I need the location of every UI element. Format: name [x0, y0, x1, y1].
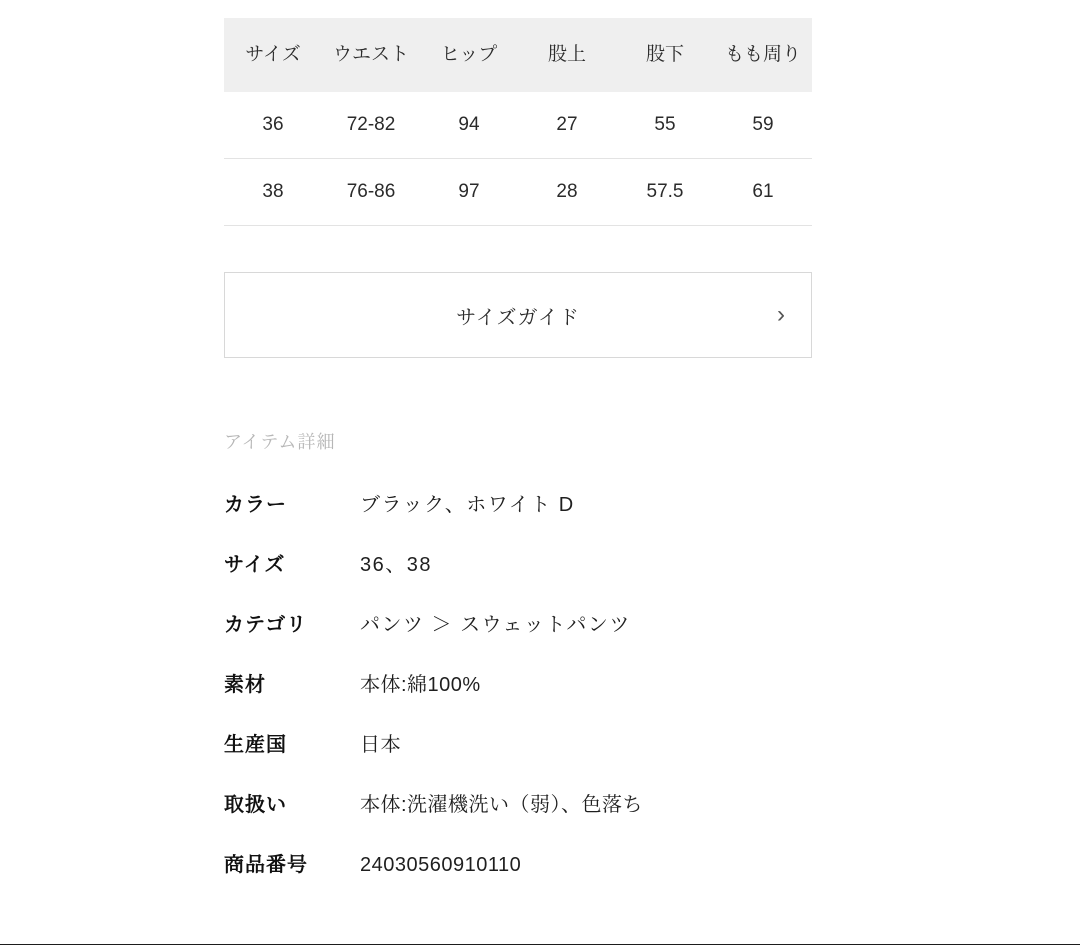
list-item [224, 848, 1044, 877]
size-table-body [224, 92, 812, 226]
detail-value: 本体:綿100% [360, 674, 481, 696]
list-item [224, 788, 1044, 817]
list-item [224, 728, 1044, 757]
detail-value: パンツ ＞ スウェットパンツ [360, 614, 631, 636]
detail-key: 生産国 [224, 734, 287, 756]
detail-value: 24030560910110 [360, 854, 522, 876]
size-table-cell: 97 [420, 159, 518, 226]
item-detail-list [224, 488, 1044, 908]
size-table-head [224, 18, 812, 92]
size-table-header-cell: サイズ [224, 18, 322, 92]
size-table-header-cell: ヒップ [420, 18, 518, 92]
size-table-header-cell: ウエスト [322, 18, 420, 92]
detail-key: 商品番号 [224, 854, 308, 876]
size-table-cell: 61 [714, 159, 812, 226]
list-item [224, 608, 1044, 637]
table-row [224, 159, 812, 226]
detail-value: 日本 [360, 734, 401, 756]
list-item [224, 548, 1044, 577]
bottom-divider [0, 944, 1080, 945]
item-detail-heading: アイテム詳細 [224, 432, 336, 452]
size-table-header-cell: 股下 [616, 18, 714, 92]
list-item [224, 668, 1044, 697]
size-table-cell: 76-86 [322, 159, 420, 226]
detail-key: カテゴリ [224, 614, 308, 636]
size-table-cell: 38 [224, 159, 322, 226]
detail-key: 素材 [224, 674, 266, 696]
size-table-cell: 28 [518, 159, 616, 226]
size-table-cell: 57.5 [616, 159, 714, 226]
list-item [224, 488, 1044, 517]
size-table-cell: 36 [224, 92, 322, 159]
table-row [224, 92, 812, 159]
size-table-cell: 59 [714, 92, 812, 159]
size-table-header-cell: もも周り [714, 18, 812, 92]
detail-key: カラー [224, 494, 287, 516]
detail-value: 本体:洗濯機洗い（弱）、色落ち [360, 794, 644, 816]
detail-key: サイズ [224, 554, 286, 576]
size-table-cell: 55 [616, 92, 714, 159]
chevron-right-icon: › [777, 301, 785, 328]
size-table-cell: 72-82 [322, 92, 420, 159]
detail-value: 36、38 [360, 554, 432, 576]
size-table-container [224, 18, 812, 226]
size-table-cell: 27 [518, 92, 616, 159]
detail-value: ブラック、ホワイト D [360, 494, 575, 516]
size-table-header-row [224, 18, 812, 92]
size-table [224, 18, 812, 226]
size-table-cell: 94 [420, 92, 518, 159]
size-table-header-cell: 股上 [518, 18, 616, 92]
detail-key: 取扱い [224, 794, 287, 816]
size-guide-button[interactable] [224, 272, 812, 358]
size-guide-label: サイズガイド [456, 306, 580, 329]
